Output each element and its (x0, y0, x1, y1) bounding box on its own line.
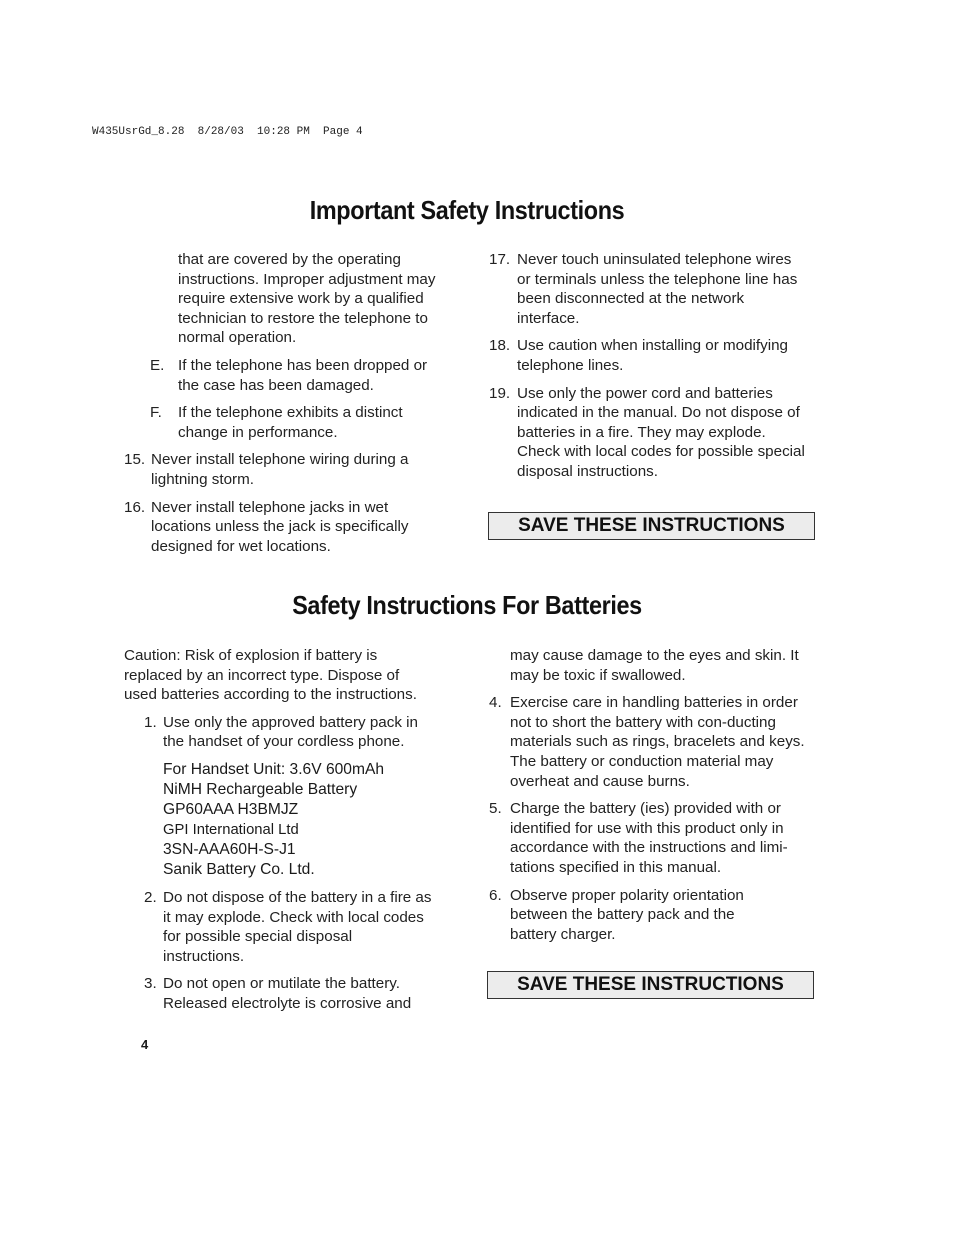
item-text: Do not dispose of the battery in a fire as it may explode. Check with local codes for possible special disposal instructions. (163, 888, 432, 965)
list-item-15 (124, 450, 454, 489)
item-text: Do not open or mutilate the battery. Released electrolyte is corrosive and (163, 975, 412, 1012)
list-item-18 (489, 336, 819, 375)
paragraph-text: that are covered by the operating instructions. Improper adjustment may require extensive work by a qualified technician to restore the telephone to normal operation. (178, 251, 436, 347)
item-text: Use only the power cord and batteries indicated in the manual. Do not dispose of batteries in a fire. They may explode. Check with local codes for possible special disposal instructions. (517, 384, 805, 480)
item-number: 6. (489, 886, 502, 904)
list-item-16 (124, 498, 454, 557)
spec-line: GP60AAA H3BMJZ (163, 800, 299, 818)
item-text: Exercise care in handling batteries in order not to short the battery with con-ducting materials such as rings, bracelets and keys. The battery or conduction material may overheat and cause burns. (510, 694, 805, 790)
list-item-e (124, 356, 454, 395)
item-text: If the telephone exhibits a distinct change in performance. (178, 404, 403, 441)
page-number: 4 (141, 1037, 149, 1052)
spec-line: 3SN-AAA60H-S-J1 (163, 840, 296, 858)
item-text: Use caution when installing or modifying telephone lines. (517, 337, 788, 374)
item-text: Observe proper polarity orientation between the battery pack and the battery charger. (510, 886, 744, 943)
file-header-line: W435UsrGd_8.28 8/28/03 10:28 PM Page 4 (92, 126, 363, 138)
spec-line: Sanik Battery Co. Ltd. (163, 860, 315, 878)
battery-item-6 (489, 886, 819, 945)
save-instructions-banner: SAVE THESE INSTRUCTIONS (487, 971, 814, 999)
save-instructions-banner: SAVE THESE INSTRUCTIONS (488, 512, 815, 540)
item-text: Never touch uninsulated telephone wires or terminals unless the telephone line has been disconnected at the network interface. (517, 251, 798, 327)
spec-line: NiMH Rechargeable Battery (163, 780, 358, 798)
item-number: 17. (489, 251, 511, 268)
section2-left-column (124, 646, 454, 1022)
spec-line: For Handset Unit: 3.6V 600mAh (163, 760, 385, 778)
caution-text: Caution: Risk of explosion if battery is replaced by an incorrect type. Dispose of used batteries according to the instructions. (124, 647, 417, 704)
item-number: 18. (489, 337, 511, 355)
item-text: Never install telephone jacks in wet locations unless the jack is specifically designed for wet locations. (151, 498, 409, 555)
battery-spec-block (124, 760, 454, 880)
item-number: 4. (489, 694, 502, 712)
battery-item-1 (124, 713, 454, 752)
list-item-17 (489, 250, 819, 328)
item-number: 15. (124, 451, 146, 469)
section2-right-column (489, 646, 819, 952)
section-title-safety: Important Safety Instructions (309, 195, 625, 225)
item-number: 19. (489, 384, 511, 402)
battery-item-3 (124, 974, 454, 1013)
item-text: Never install telephone wiring during a lightning storm. (151, 451, 409, 488)
paragraph-text: may cause damage to the eyes and skin. It may be toxic if swallowed. (510, 647, 799, 684)
item-number: 1. (144, 713, 157, 731)
list-item-f (124, 403, 454, 442)
battery-item-2 (124, 888, 454, 966)
spec-line: GPI International Ltd (163, 821, 299, 838)
item-number: 5. (489, 800, 502, 818)
item-text: Charge the battery (ies) provided with or identified for use with this product only in accordance with the instructions and limi-tations specified in this manual. (510, 800, 788, 876)
item-number: F. (150, 404, 162, 422)
item-number: 16. (124, 498, 146, 516)
item-text: Use only the approved battery pack in the handset of your cordless phone. (163, 713, 418, 751)
section-title-batteries: Safety Instructions For Batteries (292, 590, 642, 620)
item-number: 2. (144, 888, 157, 906)
section1-right-column (489, 250, 819, 490)
continued-paragraph (489, 646, 819, 685)
caution-paragraph (124, 646, 454, 705)
section1-left-column (124, 250, 454, 564)
item-number: 3. (144, 975, 157, 993)
battery-item-5 (489, 799, 819, 877)
item-text: If the telephone has been dropped or the case has been damaged. (178, 356, 428, 394)
list-item-19 (489, 384, 819, 482)
item-number: E. (150, 356, 165, 374)
continued-paragraph (124, 250, 454, 348)
battery-item-4 (489, 693, 819, 791)
